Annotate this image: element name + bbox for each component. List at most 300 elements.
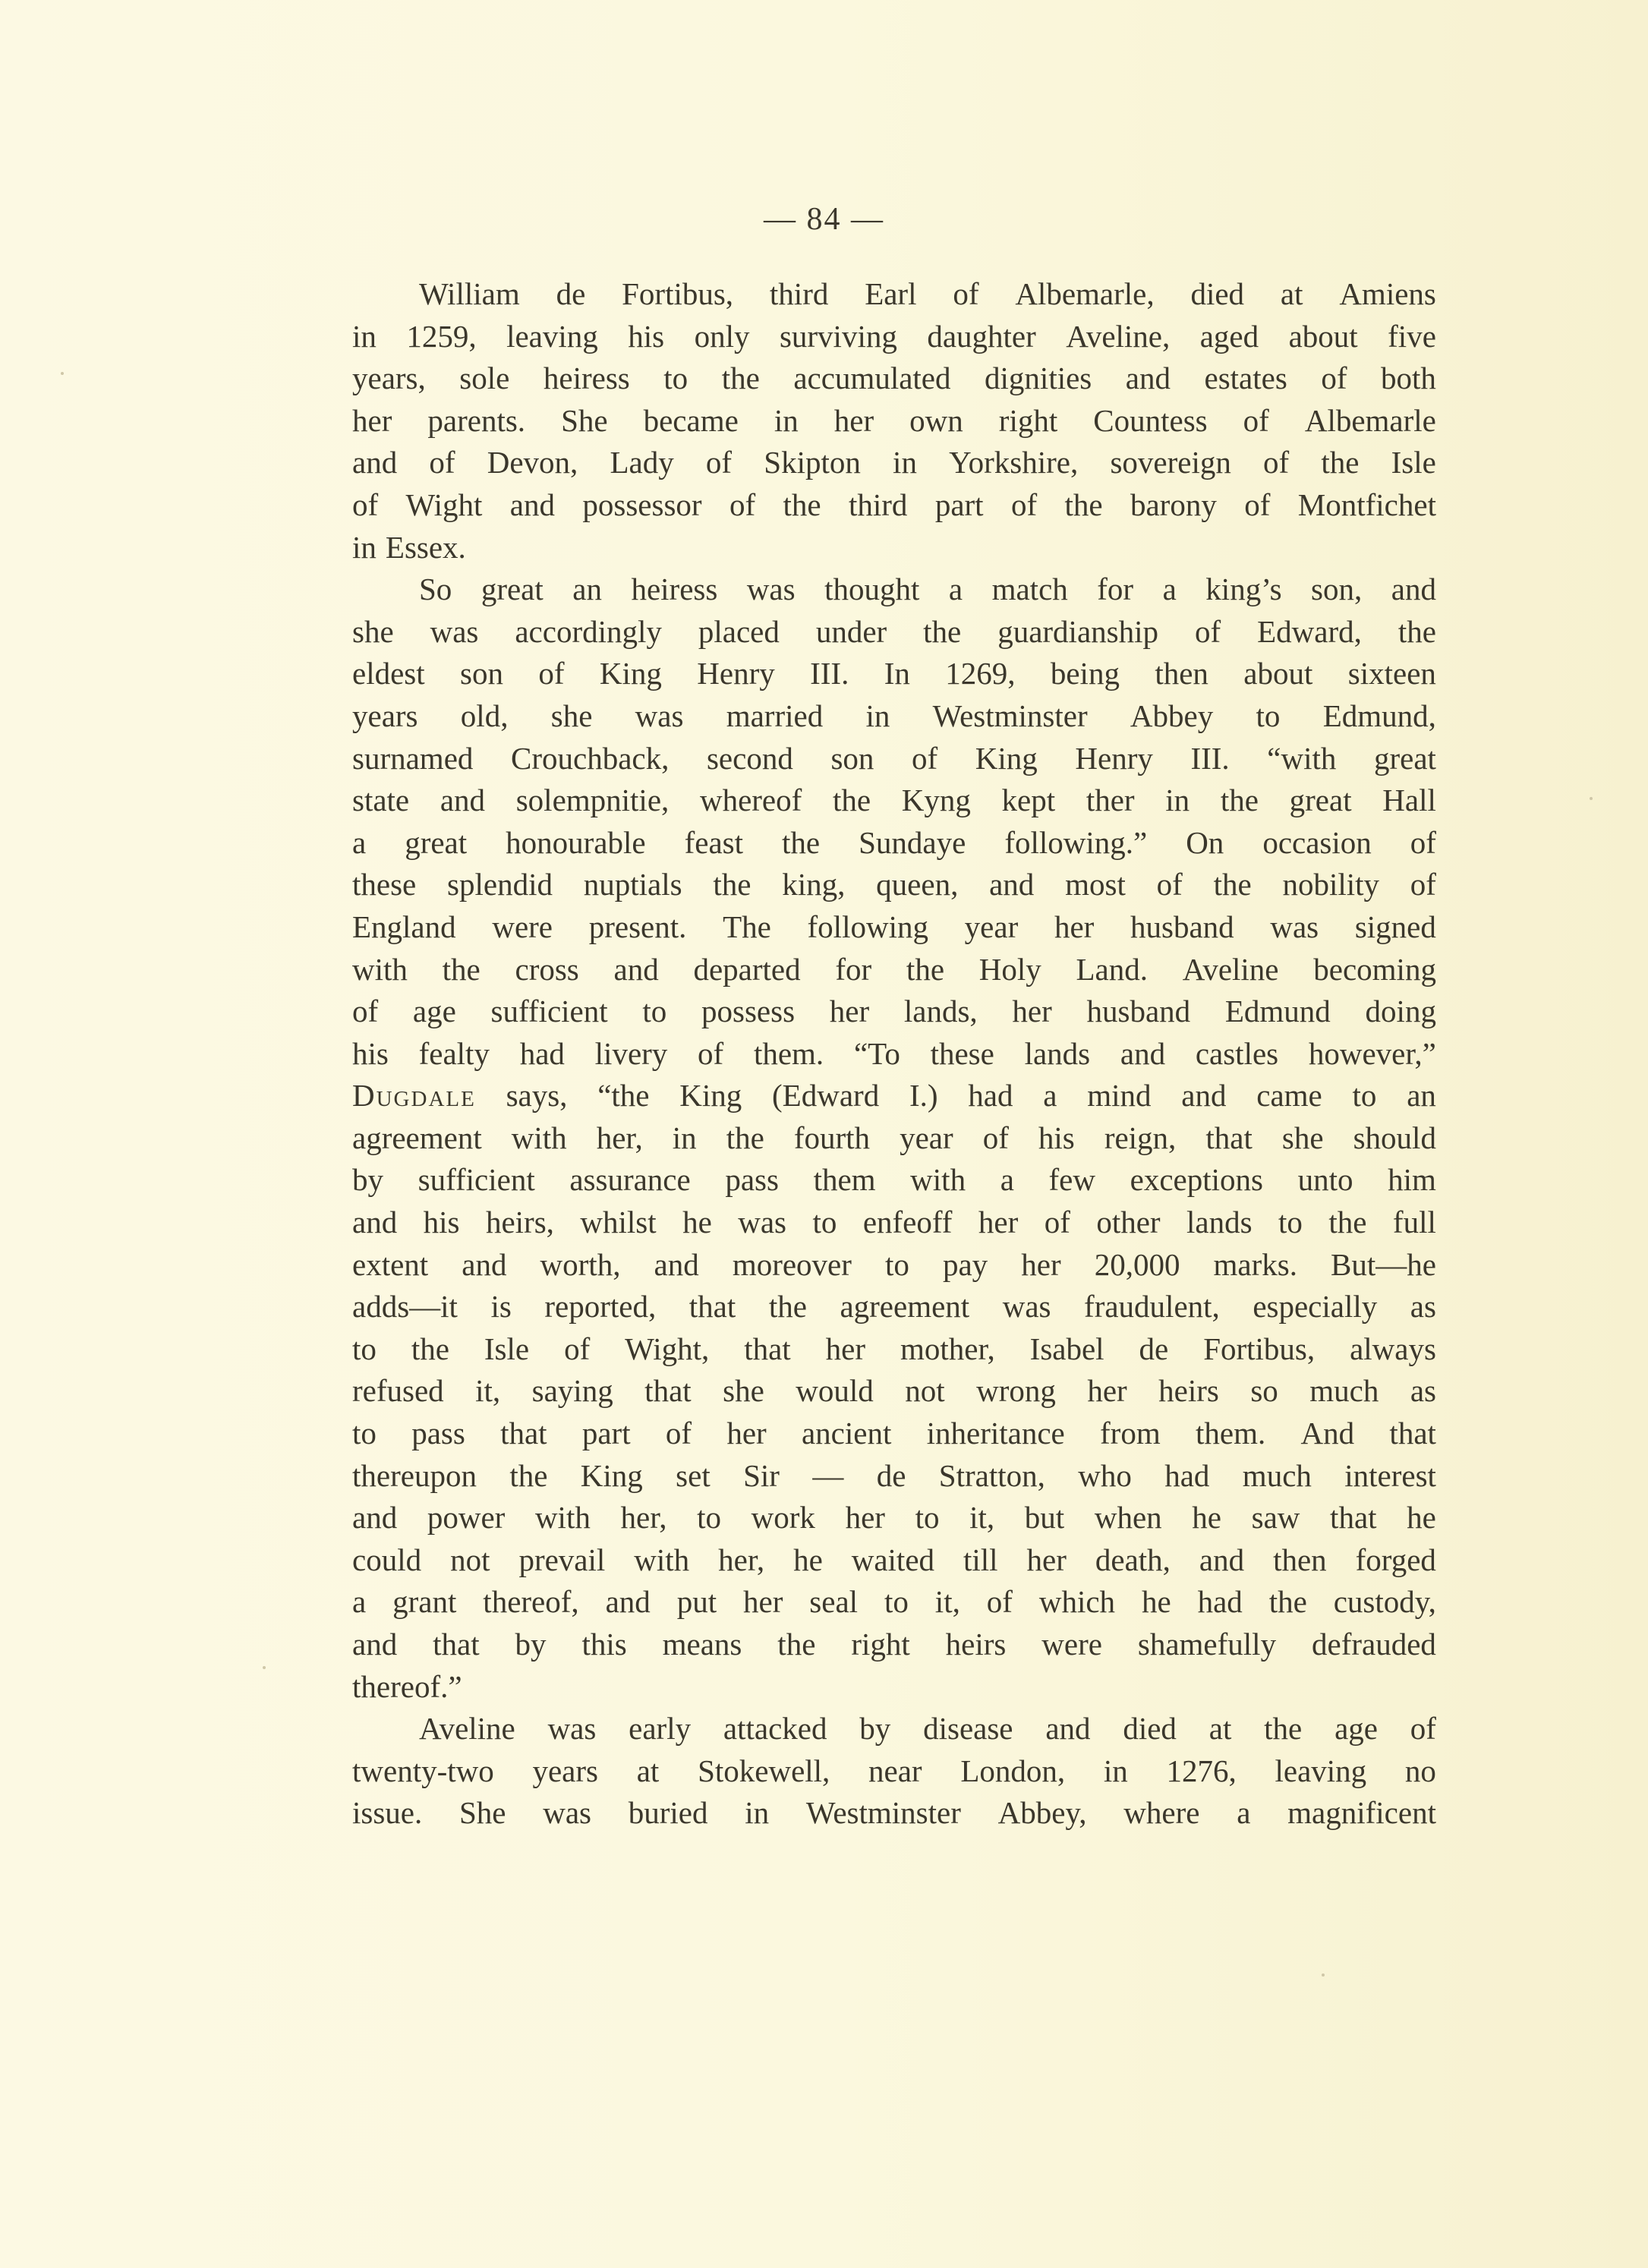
word: were xyxy=(1041,1627,1102,1662)
word: at xyxy=(1208,1711,1232,1747)
word: of xyxy=(982,1120,1009,1155)
word: which xyxy=(1038,1584,1116,1620)
word: always xyxy=(1350,1331,1436,1366)
word: he xyxy=(793,1542,823,1577)
word: of xyxy=(429,445,455,480)
word: his xyxy=(628,318,665,354)
word: a xyxy=(948,572,963,607)
word: wrong xyxy=(976,1373,1056,1409)
word: and xyxy=(605,1584,651,1620)
word: husband xyxy=(1086,994,1191,1029)
word: heirs, xyxy=(485,1205,554,1240)
word: her xyxy=(1087,1373,1127,1409)
word: defrauded xyxy=(1312,1627,1436,1662)
word: following xyxy=(807,909,928,944)
word: Wight, xyxy=(625,1331,710,1366)
word: 1276, xyxy=(1166,1753,1237,1788)
text-line xyxy=(352,316,1436,358)
word: possessor xyxy=(582,487,702,522)
word: heiress xyxy=(631,572,718,607)
word: Sir xyxy=(743,1457,780,1493)
word: reported, xyxy=(544,1289,657,1325)
word: surviving xyxy=(779,318,897,354)
word: her xyxy=(833,402,874,438)
word: to xyxy=(884,1584,909,1620)
text-line xyxy=(352,991,1436,1033)
word: them. xyxy=(753,1035,824,1071)
word: and xyxy=(989,867,1035,902)
word: of xyxy=(1263,445,1290,480)
word: of xyxy=(1010,487,1038,522)
word: them. xyxy=(1196,1416,1266,1451)
word: Amiens xyxy=(1339,276,1436,311)
word: Edward, xyxy=(1257,613,1362,649)
word: years xyxy=(352,698,418,733)
word: mother, xyxy=(900,1331,995,1366)
word: not xyxy=(905,1373,945,1409)
word: barony xyxy=(1130,487,1217,522)
word: pass xyxy=(411,1416,465,1451)
word: fraudulent, xyxy=(1084,1289,1220,1325)
word: of xyxy=(698,1035,724,1071)
text-line xyxy=(352,1159,1436,1202)
word: doing xyxy=(1365,994,1436,1029)
word: the xyxy=(442,951,481,987)
word: buried xyxy=(628,1795,708,1831)
word: in xyxy=(893,445,917,480)
word: reign, xyxy=(1104,1120,1177,1155)
word: Fortibus, xyxy=(622,276,734,311)
word: them xyxy=(813,1162,876,1198)
word: at xyxy=(636,1753,660,1788)
word: The xyxy=(723,909,771,944)
word: of xyxy=(352,487,379,522)
text-line xyxy=(352,1539,1436,1582)
word: was xyxy=(547,1711,597,1747)
word: then xyxy=(1155,656,1208,691)
word: seal xyxy=(809,1584,859,1620)
text-line xyxy=(352,906,1436,949)
word: much xyxy=(1242,1457,1312,1493)
word: it, xyxy=(934,1584,960,1620)
word: and xyxy=(352,1627,398,1662)
word: her xyxy=(1021,1246,1061,1282)
text-line xyxy=(352,1286,1436,1328)
word: whereof xyxy=(699,783,802,818)
word: Fortibus, xyxy=(1203,1331,1316,1366)
word: with xyxy=(352,951,408,987)
word: Albemarle, xyxy=(1015,276,1155,311)
word: the xyxy=(1321,445,1360,480)
word: the xyxy=(1397,613,1436,649)
word: power xyxy=(427,1500,506,1536)
word: that xyxy=(744,1331,791,1366)
word: third xyxy=(769,276,829,311)
word: daughter xyxy=(927,318,1036,354)
word: Henry xyxy=(697,656,775,691)
word: Kyng xyxy=(901,783,971,818)
word: of xyxy=(912,740,938,776)
word: heirs xyxy=(945,1627,1007,1662)
word: the xyxy=(411,1331,449,1366)
word: and xyxy=(654,1246,699,1282)
word: however,” xyxy=(1308,1035,1436,1071)
paper-speck xyxy=(1590,797,1593,800)
word: became xyxy=(643,402,739,438)
word: was xyxy=(1270,909,1319,944)
word: full xyxy=(1392,1205,1436,1240)
word: “with xyxy=(1267,740,1337,776)
word: state xyxy=(352,783,410,818)
word: leaving xyxy=(506,318,598,354)
word: he xyxy=(1192,1500,1221,1536)
word: Devon, xyxy=(487,445,578,480)
word: had xyxy=(1197,1584,1243,1620)
word: that xyxy=(500,1416,547,1451)
word: a xyxy=(352,1584,367,1620)
word: departed xyxy=(693,951,801,987)
word: becoming xyxy=(1313,951,1436,987)
word: of xyxy=(1156,867,1183,902)
word: son, xyxy=(1311,572,1363,607)
word: of xyxy=(1243,402,1269,438)
word: and xyxy=(440,783,486,818)
word: lands xyxy=(1024,1035,1091,1071)
word: son xyxy=(830,740,874,776)
text-line xyxy=(352,864,1436,906)
word: of xyxy=(1410,867,1436,902)
text-line xyxy=(352,527,1436,569)
word: King xyxy=(599,656,662,691)
word: and xyxy=(1120,1035,1166,1071)
word: in xyxy=(1165,783,1190,818)
word: Crouchback, xyxy=(511,740,670,776)
word: of xyxy=(538,656,565,691)
word: Albemarle xyxy=(1304,402,1436,438)
word: son xyxy=(460,656,503,691)
word: in xyxy=(745,1795,770,1831)
word: most xyxy=(1065,867,1126,902)
word: who xyxy=(1078,1457,1132,1493)
word: Wight xyxy=(405,487,483,522)
word: to xyxy=(642,994,667,1029)
text-line xyxy=(352,1033,1436,1076)
word: an xyxy=(1407,1078,1436,1114)
word: it, xyxy=(969,1500,995,1536)
word: her, xyxy=(596,1120,643,1155)
word: So xyxy=(419,572,452,607)
word: to xyxy=(1278,1205,1303,1240)
word: by xyxy=(515,1627,547,1662)
word: of xyxy=(1410,1711,1436,1747)
text-line xyxy=(352,442,1436,484)
word: a xyxy=(352,824,367,860)
word: refused xyxy=(352,1373,444,1409)
word: and xyxy=(352,1205,398,1240)
paper-speck xyxy=(1322,1973,1325,1977)
word: put xyxy=(676,1584,717,1620)
word: from xyxy=(1100,1416,1161,1451)
word: had xyxy=(1164,1457,1210,1493)
word: her xyxy=(978,1205,1019,1240)
word: saying xyxy=(531,1373,613,1409)
word: aged xyxy=(1199,318,1259,354)
word: Edmund xyxy=(1224,994,1331,1029)
word: great xyxy=(405,824,468,860)
word: livery xyxy=(594,1035,668,1071)
word: thereof, xyxy=(483,1584,579,1620)
word: and xyxy=(1181,1078,1227,1114)
word: about xyxy=(1288,318,1358,354)
word: and xyxy=(1045,1711,1091,1747)
word: and xyxy=(352,1500,398,1536)
word: her xyxy=(825,1331,866,1366)
word: years, xyxy=(352,361,426,396)
word: moreover xyxy=(732,1246,852,1282)
text-line xyxy=(352,1413,1436,1455)
word: attacked xyxy=(723,1711,827,1747)
word: fealty xyxy=(418,1035,490,1071)
word: Isle xyxy=(484,1331,530,1366)
text-line xyxy=(352,1666,1436,1709)
word: by xyxy=(352,1162,383,1198)
word: of xyxy=(1410,824,1436,860)
word: was xyxy=(746,572,796,607)
word: Montfichet xyxy=(1297,487,1436,522)
word: her xyxy=(352,402,392,438)
word: but xyxy=(1024,1500,1065,1536)
word: her xyxy=(743,1584,783,1620)
word: not xyxy=(450,1542,490,1577)
text-line xyxy=(352,1117,1436,1160)
word: age xyxy=(412,994,456,1029)
word: could xyxy=(352,1542,422,1577)
word: present. xyxy=(588,909,687,944)
text-line xyxy=(352,822,1436,865)
word: agreement xyxy=(840,1289,970,1325)
word: 20,000 xyxy=(1094,1246,1180,1282)
word: Hall xyxy=(1382,783,1436,818)
word: a xyxy=(1162,572,1177,607)
word: the xyxy=(906,951,945,987)
word: death, xyxy=(1095,1542,1171,1577)
word: issue. xyxy=(352,1795,423,1831)
word: it, xyxy=(475,1373,501,1409)
word: accumulated xyxy=(793,361,951,396)
word: solempnitie, xyxy=(515,783,670,818)
word: King xyxy=(580,1457,643,1493)
text-line xyxy=(352,1581,1436,1624)
word: Edmund, xyxy=(1322,698,1436,733)
word: as xyxy=(1410,1289,1436,1325)
word: whilst xyxy=(580,1205,657,1240)
word: Henry xyxy=(1075,740,1153,776)
word: that xyxy=(644,1373,692,1409)
word: early xyxy=(629,1711,692,1747)
text-line xyxy=(352,1497,1436,1539)
word: London, xyxy=(960,1753,1066,1788)
word: de xyxy=(1139,1331,1169,1366)
word: lands, xyxy=(903,994,978,1029)
word: magnificent xyxy=(1287,1795,1436,1831)
text-line xyxy=(352,358,1436,400)
word: to xyxy=(884,1246,909,1282)
body-text xyxy=(352,273,1436,1835)
word: his xyxy=(352,1035,389,1071)
word: no xyxy=(1404,1753,1436,1788)
word: Yorkshire, xyxy=(949,445,1079,480)
word: year xyxy=(900,1120,953,1155)
word: nobility xyxy=(1282,867,1380,902)
word: as xyxy=(1410,1373,1436,1409)
word: king’s xyxy=(1205,572,1282,607)
word: assurance xyxy=(569,1162,691,1198)
word: lands xyxy=(1186,1205,1253,1240)
word: five xyxy=(1388,318,1436,354)
word: adds—it xyxy=(352,1289,458,1325)
word: so xyxy=(1250,1373,1278,1409)
word: ancient xyxy=(801,1416,892,1451)
word: sole xyxy=(459,361,510,396)
word: Lady xyxy=(610,445,674,480)
word: her xyxy=(1054,909,1095,944)
word: that xyxy=(433,1627,480,1662)
word: to xyxy=(352,1416,377,1451)
word: honourable xyxy=(506,824,646,860)
text-line xyxy=(352,695,1436,738)
word: custody, xyxy=(1333,1584,1436,1620)
word: de xyxy=(556,276,586,311)
word: that xyxy=(1389,1416,1436,1451)
word: to xyxy=(352,1331,377,1366)
word: forged xyxy=(1355,1542,1436,1577)
word: the xyxy=(509,1457,548,1493)
word: England xyxy=(352,909,456,944)
text-line xyxy=(352,1624,1436,1666)
word: years xyxy=(532,1753,598,1788)
word: she xyxy=(723,1373,764,1409)
word: he xyxy=(1141,1584,1171,1620)
word: the xyxy=(768,1289,807,1325)
word: only xyxy=(694,318,750,354)
page-number: — 84 — xyxy=(764,202,884,237)
word: III. xyxy=(810,656,849,691)
word: In xyxy=(884,656,910,691)
word: exceptions xyxy=(1130,1162,1263,1198)
word: sufficient xyxy=(490,994,608,1029)
word: where xyxy=(1123,1795,1200,1831)
word: both xyxy=(1381,361,1436,396)
word: of xyxy=(1194,613,1221,649)
word: saw xyxy=(1251,1500,1300,1536)
word: should xyxy=(1353,1120,1436,1155)
word: died xyxy=(1190,276,1245,311)
word: right xyxy=(851,1627,910,1662)
word: then xyxy=(1273,1542,1327,1577)
word: the xyxy=(1213,867,1252,902)
word: he xyxy=(1407,1500,1436,1536)
word: of xyxy=(564,1331,591,1366)
word: age xyxy=(1334,1711,1378,1747)
word: great xyxy=(1289,783,1352,818)
word: King xyxy=(975,740,1038,776)
word: especially xyxy=(1253,1289,1378,1325)
word: pay xyxy=(942,1246,988,1282)
word: King xyxy=(679,1078,742,1114)
word: thereof.” xyxy=(352,1668,462,1704)
word: was xyxy=(1002,1289,1051,1325)
word: Land. xyxy=(1076,951,1149,987)
word: was xyxy=(543,1795,592,1831)
word: inheritance xyxy=(926,1416,1065,1451)
paper-speck xyxy=(263,1666,266,1669)
word: the xyxy=(713,867,752,902)
word: had xyxy=(968,1078,1013,1114)
text-line xyxy=(352,949,1436,991)
text-line xyxy=(352,1708,1436,1750)
word: And xyxy=(1300,1416,1355,1451)
word: when xyxy=(1094,1500,1162,1536)
word: him xyxy=(1388,1162,1436,1198)
text-line xyxy=(352,273,1436,316)
word: Westminster xyxy=(805,1795,961,1831)
word: of xyxy=(665,1416,692,1451)
word: in xyxy=(865,698,890,733)
word: the xyxy=(726,1120,764,1155)
word: a xyxy=(1000,1162,1014,1198)
word: heiress xyxy=(543,361,630,396)
word: and xyxy=(1125,361,1171,396)
text-line xyxy=(352,1750,1436,1793)
word: (Edward xyxy=(772,1078,880,1114)
word: William xyxy=(419,276,520,311)
text-line xyxy=(352,611,1436,654)
word: she xyxy=(1281,1120,1324,1155)
word: Essex. xyxy=(385,529,466,565)
word: being xyxy=(1050,656,1120,691)
word: dignities xyxy=(985,361,1092,396)
word: old, xyxy=(460,698,509,733)
word: in xyxy=(672,1120,697,1155)
word: On xyxy=(1186,824,1224,860)
word: eldest xyxy=(352,656,425,691)
word: She xyxy=(459,1795,506,1831)
word: second xyxy=(706,740,793,776)
word: the xyxy=(777,1627,816,1662)
word: her xyxy=(1026,1542,1067,1577)
word: his xyxy=(1038,1120,1075,1155)
word: Aveline xyxy=(419,1711,515,1747)
word: accordingly xyxy=(515,613,662,649)
word: was xyxy=(430,613,479,649)
word: mind xyxy=(1087,1078,1152,1114)
word: had xyxy=(519,1035,565,1071)
word: the xyxy=(1328,1205,1367,1240)
word: III. xyxy=(1190,740,1230,776)
word: 1269, xyxy=(945,656,1016,691)
word: of xyxy=(953,276,979,311)
text-line xyxy=(352,780,1436,822)
word: cross xyxy=(515,951,579,987)
word: year xyxy=(964,909,1019,944)
word: her xyxy=(845,1500,885,1536)
word: and xyxy=(613,951,659,987)
word: her xyxy=(726,1416,767,1451)
word: parents. xyxy=(427,402,526,438)
word: match xyxy=(991,572,1068,607)
word: the xyxy=(1268,1584,1307,1620)
word: of xyxy=(1244,487,1271,522)
